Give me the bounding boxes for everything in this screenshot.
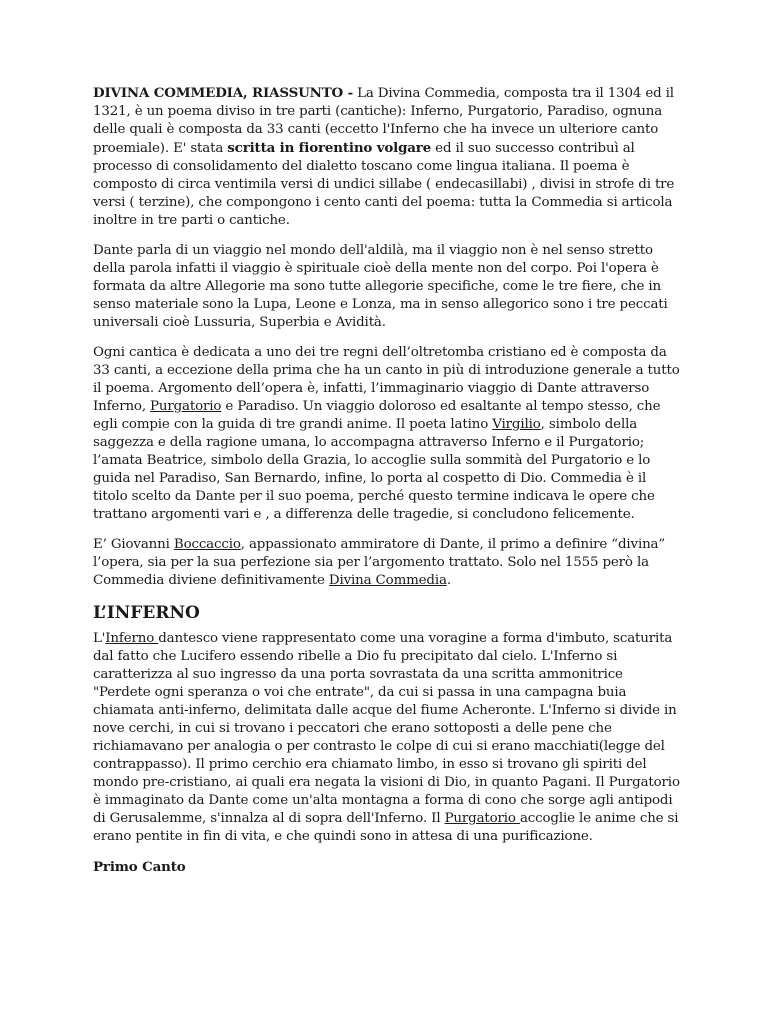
boccaccio-text-2: , appassionato ammiratore di Dante, il primo a definire “divina” l’opera, sia per la sua perfezione sia per l’argomento trattato. Solo nel 1555 però la Commedia diviene definitivamente (93, 537, 666, 588)
purgatorio-link[interactable]: Purgatorio (150, 399, 222, 414)
cantica-paragraph (93, 344, 683, 524)
intro-text-2: ed il suo successo contribuì al processo di consolidamento del dialetto toscano come lingua italiana. Il poema è composto di circa ventimila versi di undici sillabe ( endecasillabi) , divisi in strofe di tre versi ( terzine), che compongono i cento canti del poema: tutta la Commedia si articola inoltre in tre parti o cantiche. (93, 141, 675, 228)
inferno-text-2: dantesco viene rappresentato come una voragine a forma d'imbuto, scaturita dal fatto che Lucifero essendo ribelle a Dio fu precipitato dal cielo. L'Inferno si caratterizza al suo ingresso da una porta sovrastata da una scritta ammonitrice "Perdete ogni speranza o voi che entrate", da cui si passa in una campagna buia chiamata anti-inferno, delimitata dalle acque del fiume Acheronte. L'Inferno si divide in nove cerchi, in cui si trovano i peccatori che erano sottoposti a delle pene che richiamavano per analogia o per contrasto le colpe di cui si erano macchiati(legge del contrappasso). Il primo cerchio era chiamato limbo, in esso si trovano gli spiriti del mondo pre-cristiano, ai quali era negata la visioni di Dio, in quanto Pagani. Il Purgatorio è immaginato da Dante come un'alta montagna a forma di cono che sorge agli antipodi di Gerusalemme, s'innalza al di sopra dell'Inferno. Il (93, 631, 680, 826)
virgilio-link[interactable]: Virgilio (492, 417, 541, 432)
boccaccio-link[interactable]: Boccaccio (173, 537, 241, 552)
allegory-paragraph: Dante parla di un viaggio nel mondo dell'aldilà, ma il viaggio non è nel senso stretto della parola infatti il viaggio è spirituale cioè della mente non del corpo. Poi l'opera è formata da altre Allegorie ma sono tutte allegorie specifiche, come le tre fiere, che in senso materiale sono la Lupa, Leone e Lonza, ma in senso allegorico sono i tre peccati universali cioè Lussuria, Superbia e Avidità. (93, 243, 668, 330)
inferno-link[interactable]: Inferno (105, 631, 159, 646)
boccaccio-text-1: E’ Giovanni (93, 537, 174, 552)
cantica-text-3: , simbolo della saggezza e della ragione umana, lo accompagna attraverso Inferno e il Purgatorio; l’amata Beatrice, simbolo della Grazia, lo accoglie sulla sommità del Purgatorio e lo guida nel Paradiso, San Bernardo, infine, lo porta al cospetto di Dio. Commedia è il titolo scelto da Dante per il suo poema, perché questo termine indicava le opere che trattano argomenti vari e , a differenza delle tragedie, si concludono felicemente. (93, 417, 655, 522)
primo-canto-heading: Primo Canto (93, 859, 186, 875)
intro-bold-phrase: scritta in fiorentino volgare (227, 140, 432, 156)
inferno-text-1: L' (93, 631, 106, 646)
boccaccio-text-3: . (446, 573, 451, 588)
inferno-heading: L’INFERNO (93, 603, 200, 623)
document-title: DIVINA COMMEDIA, RIASSUNTO - (93, 85, 353, 101)
document-page (93, 84, 683, 876)
intro-paragraph (93, 84, 683, 230)
boccaccio-paragraph (93, 536, 683, 590)
purgatorio-link-2[interactable]: Purgatorio (444, 811, 520, 826)
cantica-text-1: Ogni cantica è dedicata a uno dei tre regni dell’oltretomba cristiano ed è composta da 33 canti, a eccezione della prima che ha un canto in più di introduzione generale a tutto il poema. Argomento dell’opera è, infatti, l’immaginario viaggio di Dante attraverso Inferno, (93, 345, 680, 414)
inferno-paragraph (93, 630, 683, 846)
divina-commedia-link[interactable]: Divina Commedia (328, 573, 447, 588)
cantica-text-2: e Paradiso. Un viaggio doloroso ed esaltante al tempo stesso, che egli compie con la guida di tre grandi anime. Il poeta latino (93, 399, 661, 432)
inferno-text-3: accoglie le anime che si erano pentite in fin di vita, e che quindi sono in attesa di una purificazione. (93, 811, 679, 844)
intro-text-1: La Divina Commedia, composta tra il 1304 ed il 1321, è un poema diviso in tre parti (cantiche): Inferno, Purgatorio, Paradiso, ognuna delle quali è composta da 33 canti (eccetto l'Inferno che ha invece un ulteriore canto proemiale). E' stata (93, 86, 674, 156)
